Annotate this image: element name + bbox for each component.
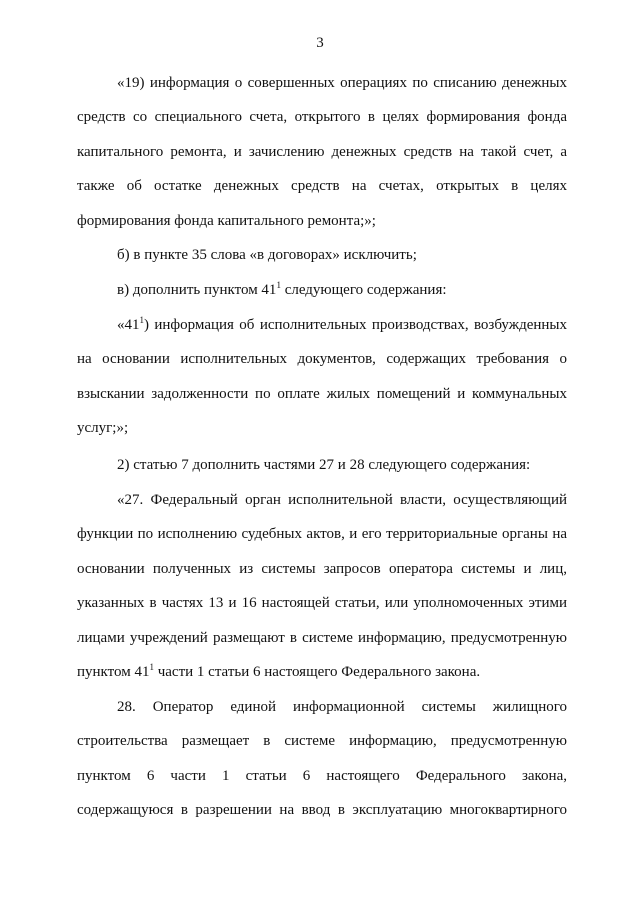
text-part: ) информация об исполнительных производствах, возбужденных на основании исполнительных документов, содержащих требования о взыскании задолженности по оплате жилых помещений и коммунальных услуг;»; — [77, 317, 567, 437]
superscript-index: 1 — [149, 662, 154, 673]
text-part: части 1 статьи 6 настоящего Федерального закона. — [153, 664, 481, 681]
paragraph-item-19: «19) информация о совершенных операциях по списанию денежных средств со специального счета, открытого в целях формирования фонда капитального ремонта, и зачислению денежных средств на такой счет, а также об остатке денежных средств на счетах, открытых в целях формирования фонда капитального ремонта;»; — [77, 75, 567, 229]
page-number: 3 — [316, 35, 324, 51]
superscript-index: 1 — [276, 280, 281, 290]
text-part: следующего содержания: — [280, 282, 447, 298]
paragraph-item-41-1 — [77, 308, 567, 446]
paragraph-part-27 — [77, 483, 567, 689]
paragraph-part-28: 28. Оператор единой информационной системы жилищного строительства размещает в системе информацию, предусмотренную пунктом 6 части 1 статьи 6 настоящего Федерального закона, содержащуюся в разрешении на ввод в эксплуатацию многоквартирного — [77, 699, 567, 819]
paragraph-article-7: 2) статью 7 дополнить частями 27 и 28 следующего содержания: — [117, 457, 531, 473]
paragraph-amendment-v — [77, 273, 567, 307]
superscript-index: 1 — [139, 315, 144, 325]
text-part: «27. Федеральный орган исполнительной власти, осуществляющий функции по исполнению судебных актов, и его территориальные органы на основании полученных из системы запросов оператора системы и лиц, указанных в частях 13 и 16 настоящей статьи, или уполномоченных этими лицами учреждений размещают в системе информацию, предусмотренную пунктом 41 — [77, 492, 567, 681]
text-part: в) дополнить пунктом 41 — [117, 282, 277, 298]
text-part: «41 — [117, 317, 140, 333]
paragraph-amendment-b: б) в пункте 35 слова «в договорах» исключить; — [117, 247, 417, 263]
